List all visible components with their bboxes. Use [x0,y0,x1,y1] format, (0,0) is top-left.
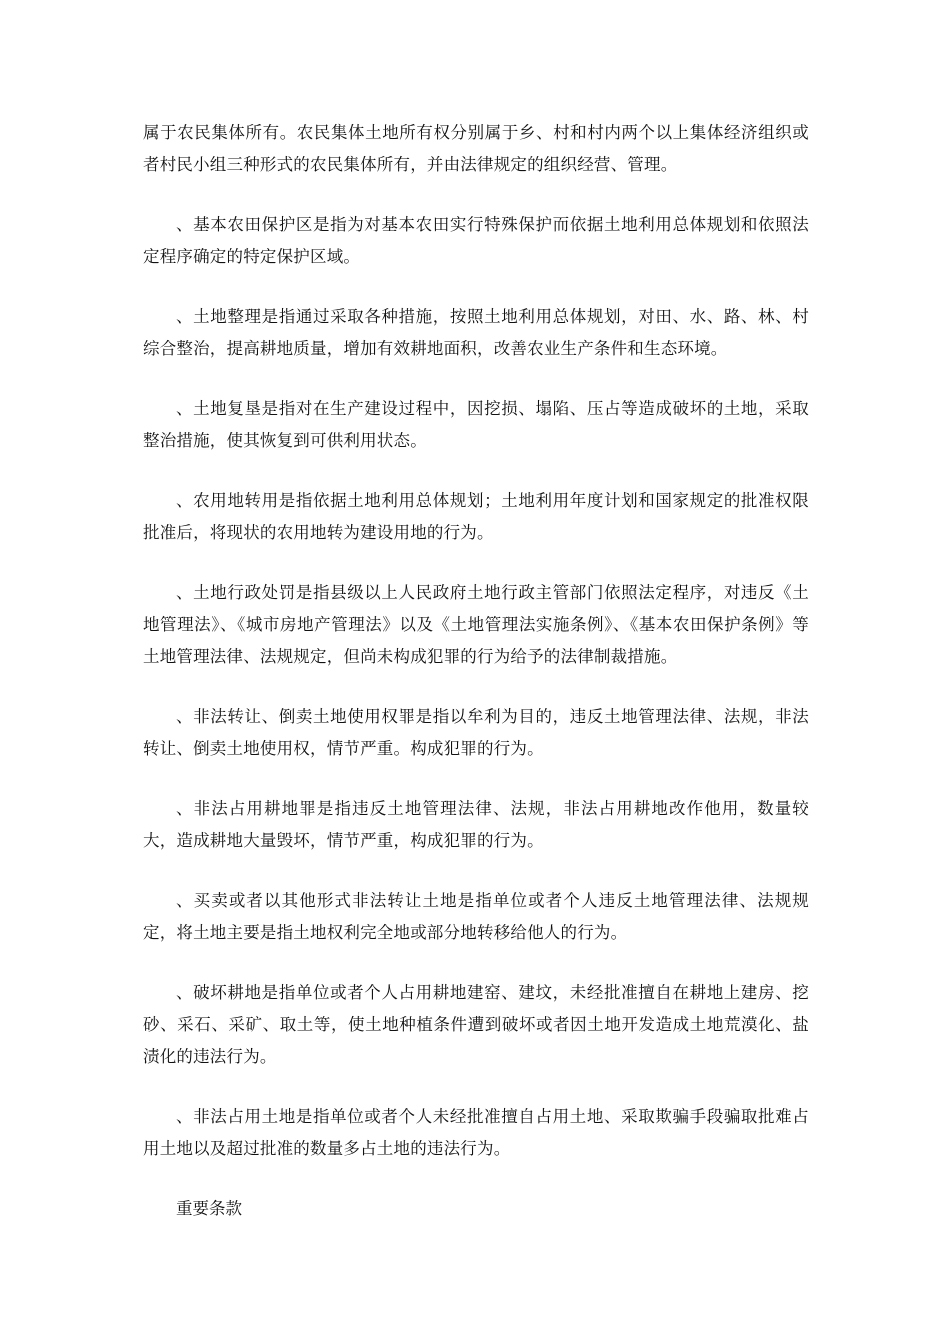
paragraph-5: 、农用地转用是指依据土地利用总体规划；土地利用年度计划和国家规定的批准权限批准后，将现状的农用地转为建设用地的行为。 [143,491,809,542]
paragraph-11: 、非法占用土地是指单位或者个人未经批准擅自占用土地、采取欺骗手段骗取批难占用土地以及超过批准的数量多占土地的违法行为。 [143,1107,809,1158]
paragraph-1: 属于农民集体所有。农民集体土地所有权分别属于乡、村和村内两个以上集体经济组织或者村民小组三种形式的农民集体所有，并由法律规定的组织经营、管理。 [143,123,809,174]
paragraph-7: 、非法转让、倒卖土地使用权罪是指以牟利为目的，违反土地管理法律、法规，非法转让、倒卖土地使用权，情节严重。构成犯罪的行为。 [143,707,809,758]
section-heading: 重要条款 [176,1199,242,1218]
paragraph-6: 、土地行政处罚是指县级以上人民政府土地行政主管部门依照法定程序，对违反《土地管理法》、《城市房地产管理法》以及《土地管理法实施条例》、《基本农田保护条例》等土地管理法律、法规规定，但尚未构成犯罪的行为给予的法律制裁措施。 [143,583,809,666]
paragraph-9: 、买卖或者以其他形式非法转让土地是指单位或者个人违反土地管理法律、法规规定，将土地主要是指土地权利完全地或部分地转移给他人的行为。 [143,891,809,942]
paragraph-2: 、基本农田保护区是指为对基本农田实行特殊保护而依据土地利用总体规划和依照法定程序确定的特定保护区域。 [143,215,809,266]
paragraph-10: 、破坏耕地是指单位或者个人占用耕地建窑、建坟，未经批准擅自在耕地上建房、挖砂、采石、采矿、取土等，使土地种植条件遭到破坏或者因土地开发造成土地荒漠化、盐渍化的违法行为。 [143,983,809,1066]
document-body [143,117,809,1225]
paragraph-4: 、土地复垦是指对在生产建设过程中，因挖损、塌陷、压占等造成破坏的土地，采取整治措施，使其恢复到可供利用状态。 [143,399,809,450]
paragraph-8: 、非法占用耕地罪是指违反土地管理法律、法规，非法占用耕地改作他用，数量较大，造成耕地大量毁坏，情节严重，构成犯罪的行为。 [143,799,809,850]
paragraph-3: 、土地整理是指通过采取各种措施，按照土地利用总体规划，对田、水、路、林、村综合整治，提高耕地质量，增加有效耕地面积，改善农业生产条件和生态环境。 [143,307,809,358]
